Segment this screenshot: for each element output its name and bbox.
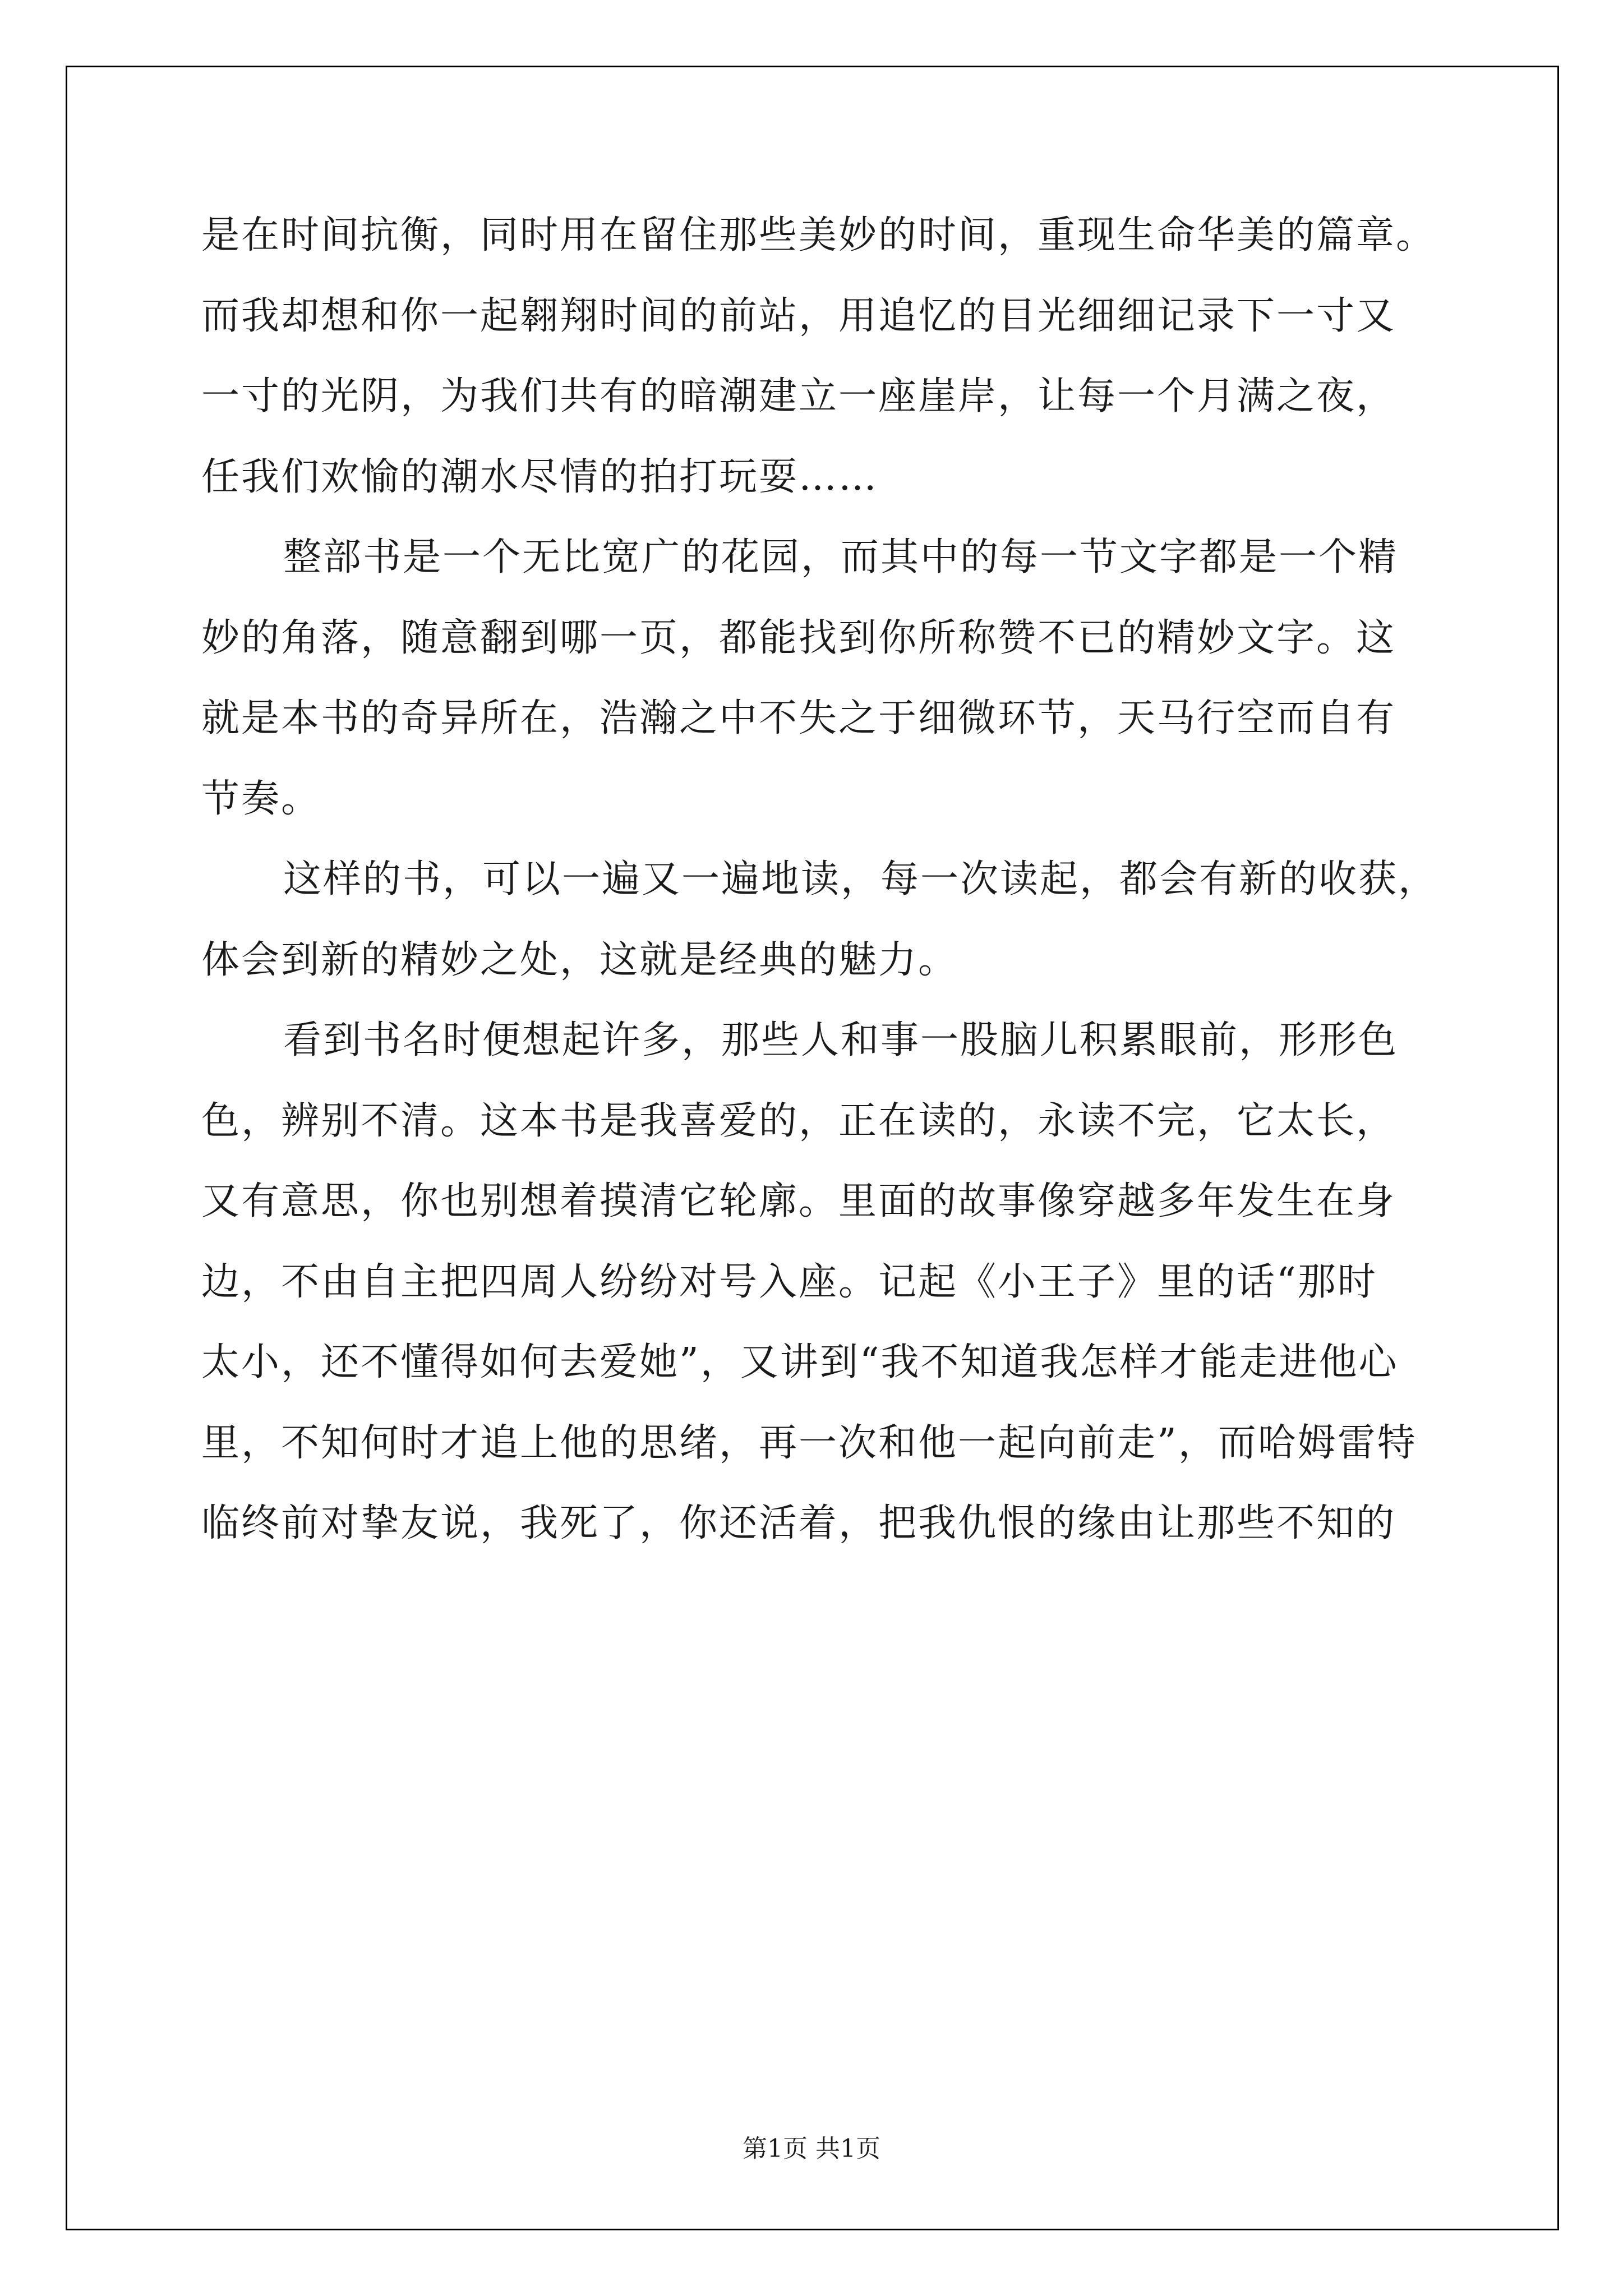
text-line: 看到书名时便想起许多，那些人和事一股脑儿积累眼前，形形色 xyxy=(283,1018,1399,1062)
text-line: 一寸的光阴，为我们共有的暗潮建立一座崖岸，让每一个月满之夜， xyxy=(201,374,1396,418)
text-line: 太小，还不懂得如何去爱她”，又讲到“我不知道我怎样才能走进他心 xyxy=(201,1340,1399,1384)
text-line: 体会到新的精妙之处，这就是经典的魅力。 xyxy=(201,937,958,982)
text-line: 就是本书的奇异所在，浩瀚之中不失之于细微环节，天马行空而自有 xyxy=(201,696,1396,740)
text-line: 任我们欢愉的潮水尽情的拍打玩耍…… xyxy=(201,454,879,499)
text-line: 色，辨别不清。这本书是我喜爱的，正在读的，永读不完，它太长， xyxy=(201,1098,1396,1143)
text-line: 临终前对挚友说，我死了，你还活着，把我仇恨的缘由让那些不知的 xyxy=(201,1501,1396,1545)
text-line: 里，不知何时才追上他的思绪，再一次和他一起向前走”，而哈姆雷特 xyxy=(201,1420,1417,1465)
text-line: 这样的书，可以一遍又一遍地读，每一次读起，都会有新的收获， xyxy=(283,857,1438,901)
body-text xyxy=(201,208,1438,1576)
text-line: 又有意思，你也别想着摸清它轮廓。里面的故事像穿越多年发生在身 xyxy=(201,1179,1396,1223)
text-line: 是在时间抗衡，同时用在留住那些美妙的时间，重现生命华美的篇章。 xyxy=(201,213,1436,257)
text-line: 妙的角落，随意翻到哪一页，都能找到你所称赞不已的精妙文字。这 xyxy=(201,615,1396,660)
text-line: 而我却想和你一起翱翔时间的前站，用追忆的目光细细记录下一寸又 xyxy=(201,293,1396,338)
page-footer: 第1页 共1页 xyxy=(743,2134,880,2163)
text-line: 节奏。 xyxy=(201,776,321,821)
text-line: 边，不由自主把四周人纷纷对号入座。记起《小王子》里的话“那时 xyxy=(201,1259,1377,1304)
text-line: 整部书是一个无比宽广的花园，而其中的每一节文字都是一个精 xyxy=(283,535,1399,579)
